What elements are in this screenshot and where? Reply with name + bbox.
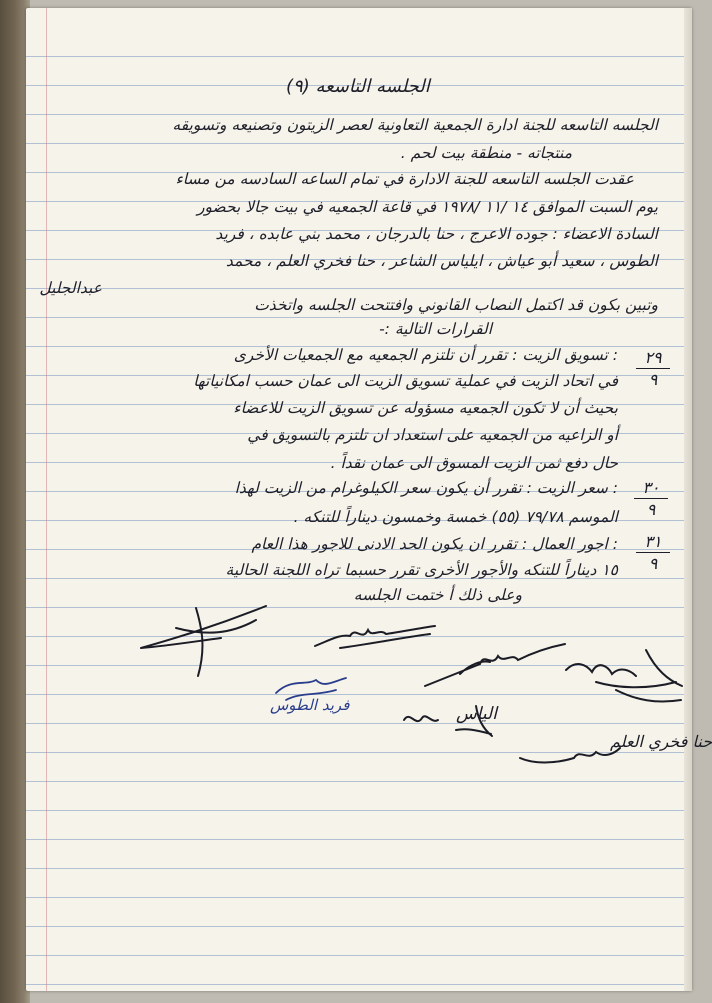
signature-name: فريد الطوس: [270, 696, 350, 714]
resolution-line: حال دفع ثمن الزيت المسوق الى عمان نقداً .: [330, 454, 618, 472]
body-line: يوم السبت الموافق ١٤ /١١ /١٩٧٨ في قاعة الجمعيه في بيت جالا بحضور: [197, 198, 658, 216]
body-line: عبدالجليل: [39, 279, 102, 297]
signature-name: الياس: [456, 704, 497, 724]
resolution-number: [636, 348, 670, 389]
resolution-line: في اتحاد الزيت في عملية تسويق الزيت الى عمان حسب امكانياتها: [193, 372, 618, 390]
resolution-number-bottom: ٩: [648, 370, 658, 389]
resolution-line: الموسم ٧٩/٧٨ (٥٥) خمسة وخمسون ديناراً للتنكه .: [293, 508, 618, 526]
signature-3: [420, 634, 570, 694]
resolution-line: : اجور العمال : تقرر ان يكون الحد الادنى للاجور هذا العام: [251, 535, 618, 553]
resolution-number-bottom: ٩: [646, 500, 656, 519]
resolution-number-top: ٣١: [636, 532, 670, 553]
resolution-line: : تسويق الزيت : تقرر أن تلتزم الجمعيه مع الجمعيات الأخرى: [233, 346, 618, 364]
body-line: السادة الاعضاء : جوده الاعرج ، حنا بالدرجان ، محمد بني عابده ، فريد: [215, 225, 658, 243]
signature-name: حنا فخري العلم: [610, 732, 712, 751]
body-line: عقدت الجلسه التاسعه للجنة الادارة في تمام الساعه السادسه من مساء: [175, 170, 634, 188]
body-line: الجلسه التاسعه للجنة ادارة الجمعية التعاونية لعصر الزيتون وتصنيعه وتسويقه: [172, 116, 658, 134]
resolution-number: [634, 478, 668, 519]
margin-line: [46, 8, 47, 991]
resolution-line: وعلى ذلك أ ختمت الجلسه: [353, 586, 522, 604]
resolution-line: : سعر الزيت : تقرر أن يكون سعر الكيلوغرام من الزيت لهذا: [234, 479, 618, 497]
resolution-number-bottom: ٩: [648, 554, 658, 573]
session-title: الجلسه التاسعه (٩): [286, 76, 430, 97]
body-line: منتجاته - منطقة بيت لحم .: [400, 144, 572, 162]
resolution-number: [636, 532, 670, 573]
body-line: وتبين بكون قد اكتمل النصاب القانوني وافتتحت الجلسه واتخذت: [254, 296, 658, 314]
resolution-number-top: ٣٠: [634, 478, 668, 499]
body-line: القرارات التالية :-: [379, 320, 492, 338]
notebook-page: [26, 8, 712, 991]
signature-1: [136, 598, 286, 678]
signature-4: [556, 630, 686, 720]
resolution-line: بحيث أن لا تكون الجمعيه مسؤوله عن تسويق الزيت للاعضاء: [233, 399, 618, 417]
resolution-line: أو الزاعيه من الجمعيه على استعداد ان تلتزم بالتسويق في: [247, 426, 618, 444]
page-edge: [684, 8, 692, 991]
signature-6: [514, 728, 624, 768]
body-line: الطوس ، سعيد أبو عياش ، ايلياس الشاعر ، حنا فخري العلم ، محمد: [225, 252, 658, 270]
resolution-line: ١٥ ديناراً للتنكه والأجور الأخرى تقرر حسبما تراه اللجنة الحالية: [225, 561, 618, 579]
resolution-number-top: ٢٩: [636, 348, 670, 369]
